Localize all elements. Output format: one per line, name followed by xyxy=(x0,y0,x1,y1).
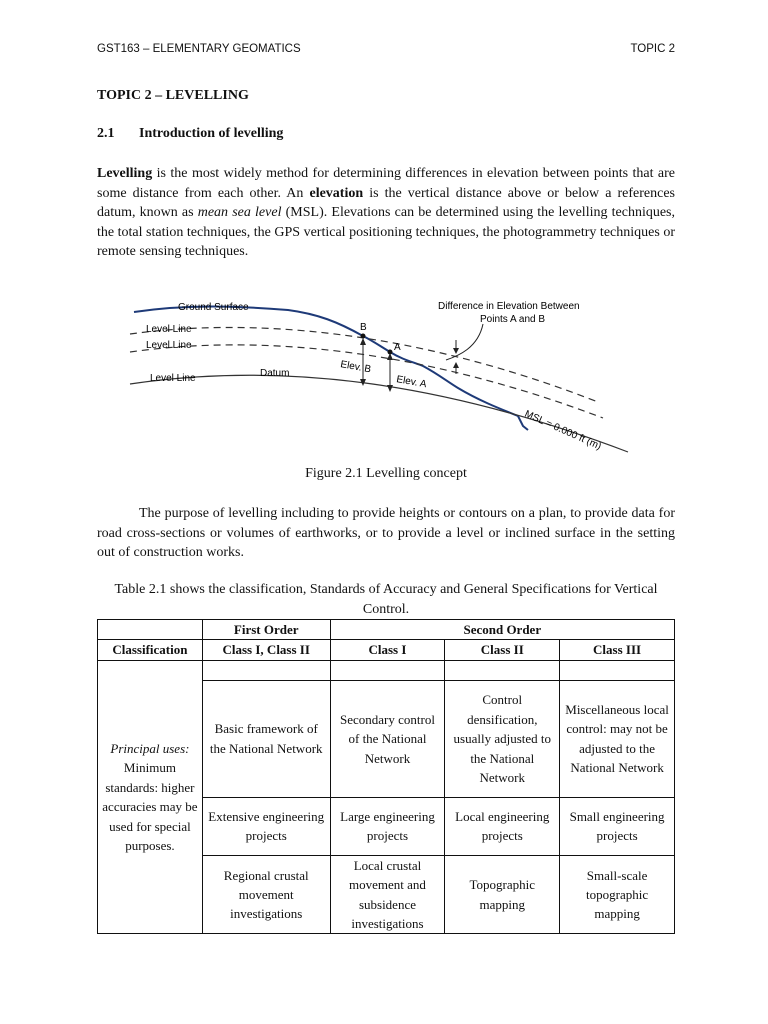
ground-surface-line xyxy=(134,307,528,431)
table-cell: Basic framework of the National Network xyxy=(202,680,330,797)
label-point-a: A xyxy=(394,342,401,353)
label-msl: MSL = 0.000 ft (m) xyxy=(522,408,603,453)
table-cell: Small engineering projects xyxy=(560,797,675,855)
section-heading xyxy=(97,126,283,142)
table-row xyxy=(98,640,675,660)
term-elevation: elevation xyxy=(309,185,364,201)
header-class-iii: Class III xyxy=(560,640,675,660)
label-elev-b: Elev. B xyxy=(339,359,372,376)
header-second-order: Second Order xyxy=(330,620,674,640)
label-point-b: B xyxy=(360,322,367,333)
levelling-figure xyxy=(128,278,640,460)
table-cell: Control densification, usually adjusted to the National Network xyxy=(445,680,560,797)
topic-title: TOPIC 2 – LEVELLING xyxy=(97,88,249,103)
label-datum: Datum xyxy=(260,368,290,379)
difference-arrow-down xyxy=(453,348,459,354)
label-difference-line2: Points A and B xyxy=(480,314,546,325)
difference-arrow-up xyxy=(453,362,459,368)
label-level-line-1: Level Line xyxy=(146,324,192,335)
intro-text-2: is the vertical distance above or below a references datum, known as xyxy=(97,185,675,220)
table-cell xyxy=(330,660,445,680)
table-cell xyxy=(98,620,203,640)
header-course-title: GST163 – ELEMENTARY GEOMATICS xyxy=(97,43,301,55)
principal-uses-cell xyxy=(98,660,203,934)
header-topic-number: TOPIC 2 xyxy=(630,43,675,55)
label-difference-line1: Difference in Elevation Between xyxy=(438,301,580,312)
label-ground-surface: Ground Surface xyxy=(178,302,249,313)
intro-paragraph xyxy=(97,164,675,262)
term-levelling: Levelling xyxy=(97,166,153,181)
table-cell: Regional crustal movement investigations xyxy=(202,855,330,934)
header-class-i: Class I xyxy=(330,640,445,660)
table-cell xyxy=(560,660,675,680)
principal-uses-text: Minimum standards: higher accuracies may be used for special purposes. xyxy=(102,760,198,853)
header-classification: Classification xyxy=(98,640,203,660)
table-cell: Local crustal movement and subsidence investigations xyxy=(330,855,445,934)
running-header xyxy=(97,43,675,55)
table-row xyxy=(98,620,675,640)
intro-text-3: (MSL). Elevations can be determined using the levelling techniques, the total station techniques, the GPS vertical positioning techniques, the photogrammetry techniques or remote sensing techniques. xyxy=(97,205,675,259)
label-level-line-2: Level Line xyxy=(146,340,192,351)
point-a-marker xyxy=(388,350,393,355)
table-cell: Miscellaneous local control: may not be adjusted to the National Network xyxy=(560,680,675,797)
elev-b-arrow-top xyxy=(360,338,366,345)
figure-caption: Figure 2.1 Levelling concept xyxy=(305,466,467,481)
header-class-i-ii: Class I, Class II xyxy=(202,640,330,660)
elev-a-arrow-bottom xyxy=(387,385,393,392)
term-mean-sea-level: mean sea level xyxy=(197,205,282,220)
purpose-text: The purpose of levelling including to provide heights or contours on a plan, to provide data for road cross-sections or volumes of earthworks, or to provide a level or inclined surface in the setting out of construction works. xyxy=(97,506,675,560)
table-cell: Topographic mapping xyxy=(445,855,560,934)
table-cell: Secondary control of the National Network xyxy=(330,680,445,797)
point-b-marker xyxy=(361,334,366,339)
difference-leader xyxy=(446,324,483,360)
header-first-order: First Order xyxy=(202,620,330,640)
table-cell: Small-scale topographic mapping xyxy=(560,855,675,934)
table-caption: Table 2.1 shows the classification, Standards of Accuracy and General Specifications for Vertical Control. xyxy=(114,582,658,617)
table-cell: Large engineering projects xyxy=(330,797,445,855)
table-cell xyxy=(445,660,560,680)
levelling-diagram xyxy=(128,278,640,460)
table-cell: Local engineering projects xyxy=(445,797,560,855)
table-cell xyxy=(202,660,330,680)
purpose-paragraph xyxy=(97,504,675,563)
table-row xyxy=(98,660,675,680)
datum-line xyxy=(130,375,628,452)
level-line-2 xyxy=(130,345,603,418)
principal-uses-label: Principal uses: xyxy=(110,740,190,756)
section-number: 2.1 xyxy=(97,126,115,141)
vertical-control-table xyxy=(97,619,675,934)
intro-text-1: is the most widely method for determining differences in elevation between points that are some distance from each other. An xyxy=(97,166,675,201)
section-title: Introduction of levelling xyxy=(139,126,284,141)
label-level-line-3: Level Line xyxy=(150,373,196,384)
label-elev-a: Elev. A xyxy=(395,374,428,391)
table-cell: Extensive engineering projects xyxy=(202,797,330,855)
header-class-ii: Class II xyxy=(445,640,560,660)
